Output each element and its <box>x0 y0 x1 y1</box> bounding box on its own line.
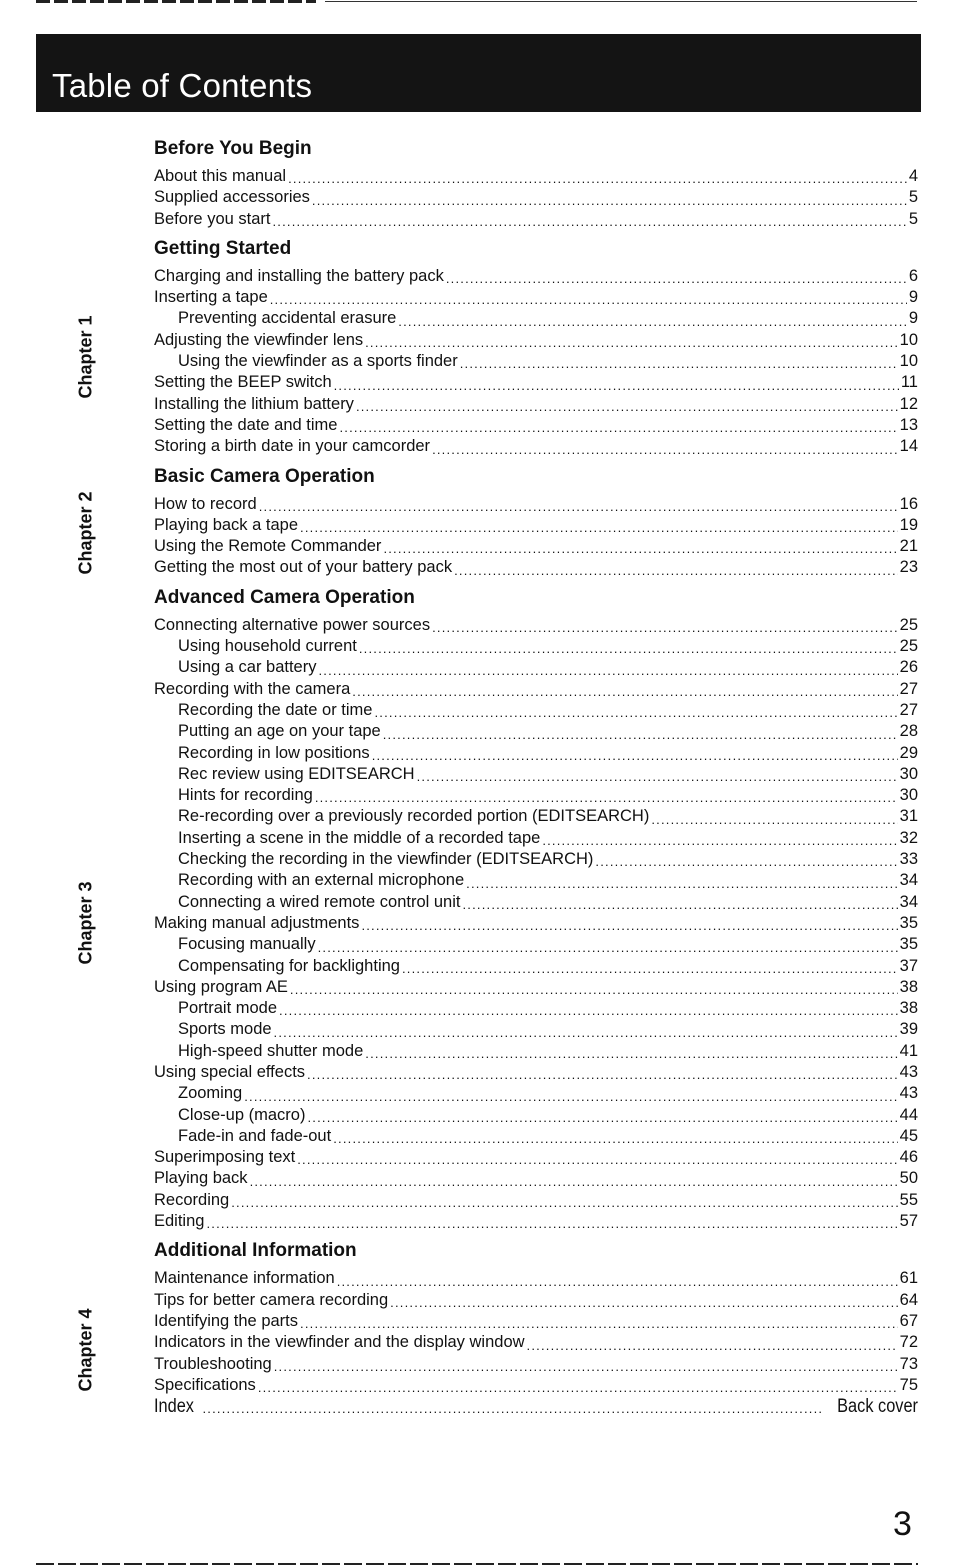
toc-entry-page: 33 <box>899 850 918 869</box>
dot-leader <box>462 892 897 913</box>
toc-entry[interactable] <box>150 351 918 372</box>
toc-entry[interactable] <box>150 870 918 891</box>
toc-entry-page: 9 <box>908 309 918 328</box>
dot-leader <box>466 870 897 891</box>
toc-entry-title: Charging and installing the battery pack <box>154 266 444 285</box>
toc-entry-page: 30 <box>899 786 918 805</box>
toc-entry-title: Compensating for backlighting <box>178 956 400 975</box>
toc-entry-title: Focusing manually <box>178 935 316 954</box>
toc-entry-title: Recording with the camera <box>154 679 351 698</box>
toc-entry[interactable] <box>150 934 918 955</box>
toc-entry-title: Getting the most out of your battery pack <box>154 558 453 577</box>
toc-entry[interactable] <box>150 1041 918 1062</box>
toc-entry-page: 57 <box>899 1212 918 1231</box>
toc-entry-title: Inserting a tape <box>154 288 268 307</box>
dot-leader <box>279 998 898 1019</box>
toc-entry-page: 11 <box>900 373 918 392</box>
toc-entry-title: Using the Remote Commander <box>154 537 382 556</box>
toc-entry-page: 38 <box>899 999 918 1018</box>
dot-leader <box>300 1311 898 1332</box>
dot-leader <box>270 287 907 308</box>
toc-entry-page: 25 <box>899 637 918 656</box>
section-heading: Additional Information <box>154 1240 357 1262</box>
toc-entry-title: Using a car battery <box>178 658 317 677</box>
top-rule <box>325 1 917 2</box>
toc-entry-page: 37 <box>899 956 918 975</box>
toc-entry-page: 6 <box>908 266 918 285</box>
toc-entry-title: Using household current <box>178 637 357 656</box>
toc-entry[interactable] <box>150 764 918 785</box>
dot-leader <box>274 1019 898 1040</box>
toc-entry[interactable] <box>150 557 918 578</box>
dot-leader <box>356 394 898 415</box>
toc-entry-title: Index <box>154 1396 194 1418</box>
toc-entry-title: Using program AE <box>154 977 288 996</box>
toc-entry-page: 41 <box>899 1041 918 1060</box>
toc-entry[interactable] <box>150 636 918 657</box>
toc-entry-page: 64 <box>899 1290 918 1309</box>
toc-entry-page: 35 <box>899 935 918 954</box>
dot-leader <box>432 615 898 636</box>
toc-entry-page: 34 <box>899 871 918 890</box>
toc-entry[interactable] <box>150 494 918 515</box>
dot-leader <box>307 1062 898 1083</box>
toc-entry-title: Putting an age on your tape <box>178 722 381 741</box>
dot-leader <box>258 1375 898 1396</box>
toc-entry[interactable] <box>150 394 918 415</box>
toc-entry-title: Preventing accidental erasure <box>178 309 397 328</box>
toc-entry-page: 43 <box>899 1084 918 1103</box>
toc-entry[interactable] <box>150 785 918 806</box>
toc-entry-page: 32 <box>899 828 918 847</box>
toc-entry-title: Inserting a scene in the middle of a recorded tape <box>178 828 541 847</box>
top-dashed-rule <box>36 0 316 3</box>
toc-entry[interactable] <box>150 956 918 977</box>
toc-entry[interactable] <box>150 806 918 827</box>
toc-entry[interactable] <box>150 1062 918 1083</box>
toc-entry-title: Before you start <box>154 209 271 228</box>
toc-entry-title: Hints for recording <box>178 786 313 805</box>
toc-entry[interactable] <box>150 1126 918 1147</box>
dot-leader <box>288 166 907 187</box>
dot-leader <box>374 700 897 721</box>
toc-entry-title: How to record <box>154 494 257 513</box>
dot-leader <box>333 1126 897 1147</box>
toc-entry-title: Rec review using EDITSEARCH <box>178 764 415 783</box>
dot-leader <box>432 436 898 457</box>
toc-entry-title: Zooming <box>178 1084 243 1103</box>
toc-entry[interactable] <box>150 1332 918 1353</box>
toc-entry-title: Using the viewfinder as a sports finder <box>178 352 458 371</box>
toc-entry-title: Specifications <box>154 1375 256 1394</box>
toc-entry-page: 10 <box>899 330 918 349</box>
toc-entry[interactable] <box>150 515 918 536</box>
dot-leader <box>312 187 907 208</box>
toc-entry[interactable] <box>150 287 918 308</box>
section-heading: Advanced Camera Operation <box>154 586 415 608</box>
toc-entry-title: Adjusting the viewfinder lens <box>154 330 364 349</box>
dot-leader <box>365 330 898 351</box>
dot-leader <box>527 1332 898 1353</box>
toc-entry[interactable] <box>150 1311 918 1332</box>
dot-leader <box>318 934 898 955</box>
toc-entry-page: 50 <box>899 1169 918 1188</box>
dot-leader <box>398 308 907 329</box>
toc-entry-title: Close-up (macro) <box>178 1105 306 1124</box>
toc-entry-page: 10 <box>899 352 918 371</box>
toc-entry[interactable] <box>150 266 918 287</box>
toc-entry[interactable] <box>150 1083 918 1104</box>
toc-entry-title: Editing <box>154 1212 205 1231</box>
toc-entry[interactable] <box>150 700 918 721</box>
toc-entry-title: Setting the BEEP switch <box>154 373 332 392</box>
toc-entry-title: Supplied accessories <box>154 188 310 207</box>
dot-leader <box>361 913 897 934</box>
title-banner <box>36 34 921 112</box>
toc-entry-page: 75 <box>899 1375 918 1394</box>
dot-leader <box>383 536 897 557</box>
dot-leader <box>259 494 898 515</box>
toc-entry-page: 73 <box>899 1354 918 1373</box>
toc-entry-title: Recording <box>154 1190 230 1209</box>
toc-entry-page: 27 <box>899 700 918 719</box>
toc-entry-page: 72 <box>899 1333 918 1352</box>
chapter-3-label: Chapter 3 <box>75 881 96 965</box>
chapter-2-label: Chapter 2 <box>75 491 96 575</box>
toc-entry-page: 26 <box>899 658 918 677</box>
toc-entry-title: Checking the recording in the viewfinder (EDITSEARCH) <box>178 850 594 869</box>
toc-entry-page: 55 <box>899 1190 918 1209</box>
toc-entry-title: Recording with an external microphone <box>178 871 465 890</box>
toc-entry-title: Connecting alternative power sources <box>154 615 431 634</box>
dot-leader <box>250 1168 898 1189</box>
toc-entry-title: Connecting a wired remote control unit <box>178 892 461 911</box>
toc-entry-title: Setting the date and time <box>154 415 338 434</box>
toc-entry[interactable] <box>150 536 918 557</box>
toc-entry-page: 5 <box>908 188 918 207</box>
dot-leader <box>390 1290 897 1311</box>
toc-entry[interactable] <box>150 913 918 934</box>
dot-leader <box>372 743 898 764</box>
dot-leader <box>297 1147 897 1168</box>
toc-entry[interactable] <box>150 436 918 457</box>
toc-entry[interactable] <box>150 657 918 678</box>
toc-entry-page: 30 <box>899 764 918 783</box>
toc-entry-title: Portrait mode <box>178 999 278 1018</box>
page-number: 3 <box>893 1505 912 1543</box>
toc-entry-page: 35 <box>899 913 918 932</box>
toc-entry[interactable] <box>150 892 918 913</box>
toc-entry-page: 4 <box>908 167 918 185</box>
dot-leader <box>290 977 898 998</box>
toc-entry[interactable] <box>150 415 918 436</box>
toc-entry-title: High-speed shutter mode <box>178 1041 364 1060</box>
toc-entry[interactable] <box>150 1375 918 1396</box>
toc-entry[interactable] <box>150 1190 918 1211</box>
dot-leader <box>359 636 898 657</box>
toc-entry[interactable] <box>150 308 918 329</box>
dot-leader <box>202 1396 822 1417</box>
toc-entry[interactable] <box>150 615 918 636</box>
toc-entry-page: 31 <box>899 807 918 826</box>
toc-entry-page: 43 <box>899 1062 918 1081</box>
dot-leader <box>454 557 898 578</box>
dot-leader <box>542 828 897 849</box>
toc-entry-title: Storing a birth date in your camcorder <box>154 437 431 456</box>
toc-entry-title: Fade-in and fade-out <box>178 1126 332 1145</box>
toc-entry-page: 12 <box>899 394 918 413</box>
toc-entry-page: 39 <box>899 1020 918 1039</box>
bottom-dashed-rule <box>36 1563 918 1565</box>
toc-entry-title: Installing the lithium battery <box>154 394 354 413</box>
section-heading: Basic Camera Operation <box>154 465 375 487</box>
toc-entry-page: 67 <box>899 1311 918 1330</box>
dot-leader <box>460 351 898 372</box>
toc-entry-page: 45 <box>899 1126 918 1145</box>
toc-entry[interactable] <box>150 977 918 998</box>
dot-leader <box>446 266 907 287</box>
chapter-1-label: Chapter 1 <box>75 315 96 399</box>
dot-leader <box>352 679 897 700</box>
dot-leader <box>318 657 897 678</box>
toc-entry-page: 16 <box>899 494 918 513</box>
toc-entry[interactable] <box>150 1354 918 1375</box>
toc-entry-title: About this manual <box>154 167 287 185</box>
toc-entry[interactable] <box>150 1147 918 1168</box>
toc-entry-title: Using special effects <box>154 1062 306 1081</box>
toc-entry[interactable] <box>150 166 918 187</box>
toc-entry[interactable] <box>150 998 918 1019</box>
section-heading: Getting Started <box>154 237 292 259</box>
toc-entry-page: 25 <box>899 615 918 634</box>
dot-leader <box>595 849 897 870</box>
dot-leader <box>651 806 897 827</box>
toc-entry[interactable] <box>150 721 918 742</box>
toc-entry-title: Playing back <box>154 1169 248 1188</box>
toc-entry-page: 46 <box>899 1148 918 1167</box>
toc-entry-title: Recording in low positions <box>178 743 370 762</box>
toc-entry[interactable] <box>150 1396 918 1417</box>
toc-entry-title: Superimposing text <box>154 1148 296 1167</box>
toc-entry[interactable] <box>150 209 918 230</box>
dot-leader <box>315 785 898 806</box>
toc-entry-title: Indicators in the viewfinder and the display window <box>154 1333 525 1352</box>
toc-entry[interactable] <box>150 1290 918 1311</box>
toc-entry[interactable] <box>150 1211 918 1232</box>
toc-entry[interactable] <box>150 372 918 393</box>
toc-entry[interactable] <box>150 679 918 700</box>
dot-leader <box>206 1211 897 1232</box>
dot-leader <box>334 372 899 393</box>
dot-leader <box>300 515 898 536</box>
toc-entry-page: 14 <box>899 437 918 456</box>
toc-entry-page: 21 <box>899 537 918 556</box>
dot-leader <box>383 721 898 742</box>
dot-leader <box>307 1105 897 1126</box>
dot-leader <box>231 1190 897 1211</box>
toc-entry-title: Making manual adjustments <box>154 913 360 932</box>
toc-entry-page: Back cover <box>837 1396 918 1418</box>
toc-entry[interactable] <box>150 1019 918 1040</box>
toc-entry-title: Playing back a tape <box>154 515 299 534</box>
dot-leader <box>244 1083 897 1104</box>
page-title: Table of Contents <box>52 67 313 104</box>
toc-entry-page: 28 <box>899 722 918 741</box>
table-of-contents <box>150 136 918 1417</box>
toc-entry-page: 29 <box>899 743 918 762</box>
toc-entry-page: 61 <box>899 1269 918 1288</box>
chapter-4-label: Chapter 4 <box>75 1308 96 1392</box>
toc-entry-title: Sports mode <box>178 1020 272 1039</box>
toc-entry-title: Troubleshooting <box>154 1354 272 1373</box>
dot-leader <box>402 956 898 977</box>
toc-entry-page: 13 <box>899 415 918 434</box>
toc-entry[interactable] <box>150 1168 918 1189</box>
toc-entry[interactable] <box>150 1105 918 1126</box>
dot-leader <box>274 1354 898 1375</box>
dot-leader <box>417 764 898 785</box>
toc-entry[interactable] <box>150 187 918 208</box>
section-heading: Before You Begin <box>154 138 312 159</box>
toc-entry-page: 23 <box>899 558 918 577</box>
dot-leader <box>339 415 897 436</box>
toc-entry-title: Identifying the parts <box>154 1311 299 1330</box>
toc-entry-title: Re-recording over a previously recorded portion (EDITSEARCH) <box>178 807 650 826</box>
toc-entry-page: 19 <box>899 515 918 534</box>
toc-entry[interactable] <box>150 828 918 849</box>
dot-leader <box>337 1268 898 1289</box>
toc-entry-title: Maintenance information <box>154 1269 335 1288</box>
toc-entry-page: 9 <box>908 288 918 307</box>
toc-entry-page: 34 <box>899 892 918 911</box>
toc-entry[interactable] <box>150 743 918 764</box>
dot-leader <box>272 209 906 230</box>
dot-leader <box>365 1041 897 1062</box>
toc-entry-page: 27 <box>899 679 918 698</box>
toc-entry-title: Recording the date or time <box>178 700 373 719</box>
toc-entry[interactable] <box>150 330 918 351</box>
toc-entry-page: 5 <box>908 209 918 228</box>
toc-entry[interactable] <box>150 849 918 870</box>
toc-entry-page: 38 <box>899 977 918 996</box>
toc-entry-page: 44 <box>899 1105 918 1124</box>
toc-entry-title: Tips for better camera recording <box>154 1290 389 1309</box>
toc-entry[interactable] <box>150 1268 918 1289</box>
